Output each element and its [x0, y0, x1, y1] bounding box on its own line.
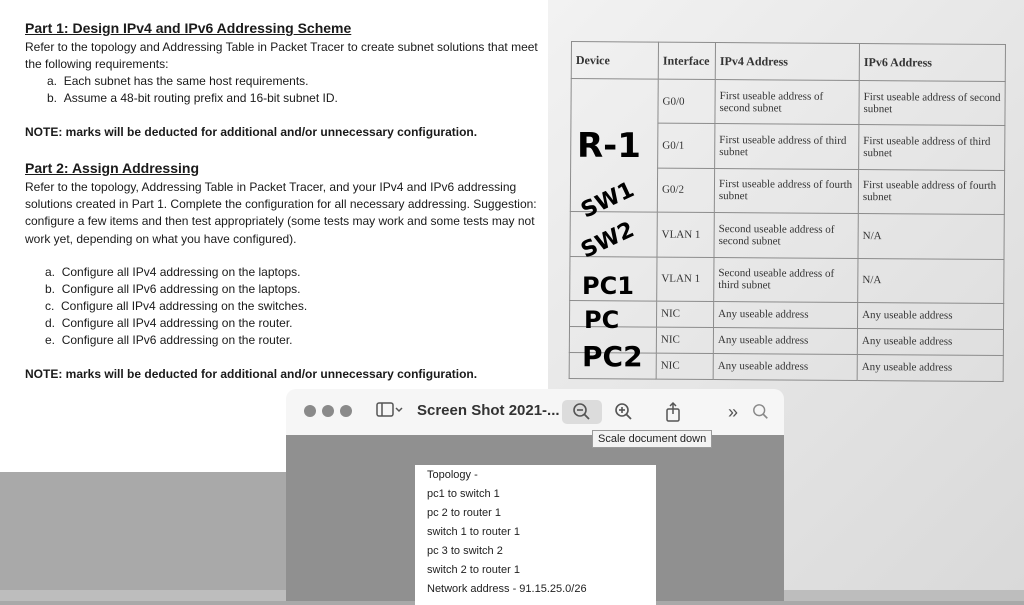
part1-heading: Part 1: Design IPv4 and IPv6 Addressing Scheme — [25, 20, 352, 36]
share-button[interactable] — [660, 400, 686, 424]
ipv6-cell: N/A — [858, 258, 1004, 303]
page-line: pc 2 to router 1 — [427, 507, 501, 519]
part2-note: NOTE: marks will be deducted for additional and/or unnecessary configuration. — [25, 367, 478, 381]
table-row — [570, 256, 1004, 303]
sidebar-toggle-button[interactable] — [372, 400, 408, 424]
ipv6-cell: Any useable address — [857, 328, 1003, 355]
header-ipv4: IPv4 Address — [715, 43, 859, 81]
ipv6-cell: N/A — [858, 214, 1004, 259]
interface-cell: G0/2 — [657, 168, 714, 213]
ipv4-cell: Second useable address of second subnet — [714, 213, 858, 258]
interface-cell: NIC — [656, 327, 713, 353]
addressing-table — [569, 41, 1006, 382]
ipv6-cell: First useable address of third subnet — [859, 125, 1005, 170]
handwriting-r1: R-1 — [577, 126, 641, 166]
ipv4-cell: Any useable address — [713, 353, 857, 380]
page-line: Topology - — [427, 469, 478, 481]
interface-cell: G0/1 — [658, 123, 715, 168]
preview-window — [286, 389, 784, 601]
more-tools-button[interactable] — [720, 400, 746, 424]
ipv4-cell: First useable address of second subnet — [715, 80, 859, 125]
page-line: pc1 to switch 1 — [427, 488, 500, 500]
part1-item-b: b. Assume a 48-bit routing prefix and 16-bit subnet ID. — [47, 91, 338, 105]
part1-note: NOTE: marks will be deducted for additional and/or unnecessary configuration. — [25, 125, 478, 139]
preview-canvas[interactable] — [286, 435, 784, 601]
part2-heading: Part 2: Assign Addressing — [25, 160, 200, 176]
handwriting-pc: PC — [584, 306, 620, 334]
share-icon — [663, 401, 683, 423]
zoom-in-icon — [614, 402, 634, 422]
page-line: pc 3 to switch 2 — [427, 545, 503, 557]
ipv4-cell: First useable address of third subnet — [715, 124, 859, 169]
ipv4-cell: First useable address of fourth subnet — [714, 168, 858, 213]
handwriting-sw1: SW1 — [577, 177, 639, 224]
interface-cell: VLAN 1 — [657, 257, 714, 302]
handwriting-pc2: PC2 — [582, 340, 643, 373]
table-row — [570, 300, 1004, 329]
ipv4-cell: Any useable address — [713, 327, 857, 354]
table-row — [571, 79, 1005, 126]
more-icon: » — [727, 402, 738, 422]
ipv6-cell: First useable address of fourth subnet — [858, 169, 1004, 214]
part2-item-a: a. Configure all IPv4 addressing on the laptops. — [45, 265, 301, 279]
part1-paragraph: Refer to the topology and Addressing Table in Packet Tracer to create subnet solutions that meet the following requirements: — [25, 40, 538, 72]
table-header-row — [571, 42, 1005, 82]
minimize-button[interactable] — [322, 405, 334, 417]
preview-toolbar — [286, 389, 784, 436]
zoom-window-button[interactable] — [340, 405, 352, 417]
part2-item-b: b. Configure all IPv6 addressing on the laptops. — [45, 282, 301, 296]
page-line: Network address - 91.15.25.0/26 — [427, 583, 587, 595]
ipv6-cell: First useable address of second subnet — [859, 81, 1005, 126]
interface-cell: NIC — [657, 301, 714, 327]
part2-item-e: e. Configure all IPv6 addressing on the router. — [45, 333, 293, 347]
page-line: switch 2 to router 1 — [427, 564, 520, 576]
header-interface: Interface — [658, 42, 715, 79]
header-ipv6: IPv6 Address — [859, 44, 1005, 82]
part1-item-a: a. Each subnet has the same host requirements. — [47, 74, 309, 88]
part2-item-c: c. Configure all IPv4 addressing on the switches. — [45, 299, 308, 313]
page-line: switch 1 to router 1 — [427, 526, 520, 538]
sidebar-icon — [375, 400, 405, 420]
handwriting-pc1: PC1 — [582, 272, 634, 300]
header-device: Device — [571, 42, 658, 80]
ipv6-cell: Any useable address — [858, 302, 1004, 329]
interface-cell: NIC — [656, 353, 713, 379]
zoom-out-tooltip: Scale document down — [592, 430, 712, 448]
handwriting-sw2: SW2 — [577, 217, 639, 264]
interface-cell: G0/0 — [658, 79, 715, 124]
document-title: Screen Shot 2021-... — [417, 402, 560, 419]
part2-item-d: d. Configure all IPv4 addressing on the router. — [45, 316, 293, 330]
zoom-out-button[interactable] — [562, 400, 602, 424]
search-icon — [752, 403, 770, 421]
ipv4-cell: Second useable address of third subnet — [714, 257, 858, 302]
document-page — [415, 465, 656, 605]
search-button[interactable] — [748, 400, 774, 424]
zoom-in-button[interactable] — [611, 400, 637, 424]
zoom-out-icon — [572, 402, 592, 422]
interface-cell: VLAN 1 — [657, 212, 714, 257]
ipv4-cell: Any useable address — [714, 301, 858, 328]
close-button[interactable] — [304, 405, 316, 417]
ipv6-cell: Any useable address — [857, 354, 1003, 381]
part2-paragraph: Refer to the topology, Addressing Table in Packet Tracer, and your IPv4 and IPv6 addressing solutions created in Part 1. Complete the configuration for all necessary addressing. Suggestion: configure a few items and then test appropriately (some tests may work and some tests may not work yet, depending on what you have configured). — [25, 180, 537, 246]
